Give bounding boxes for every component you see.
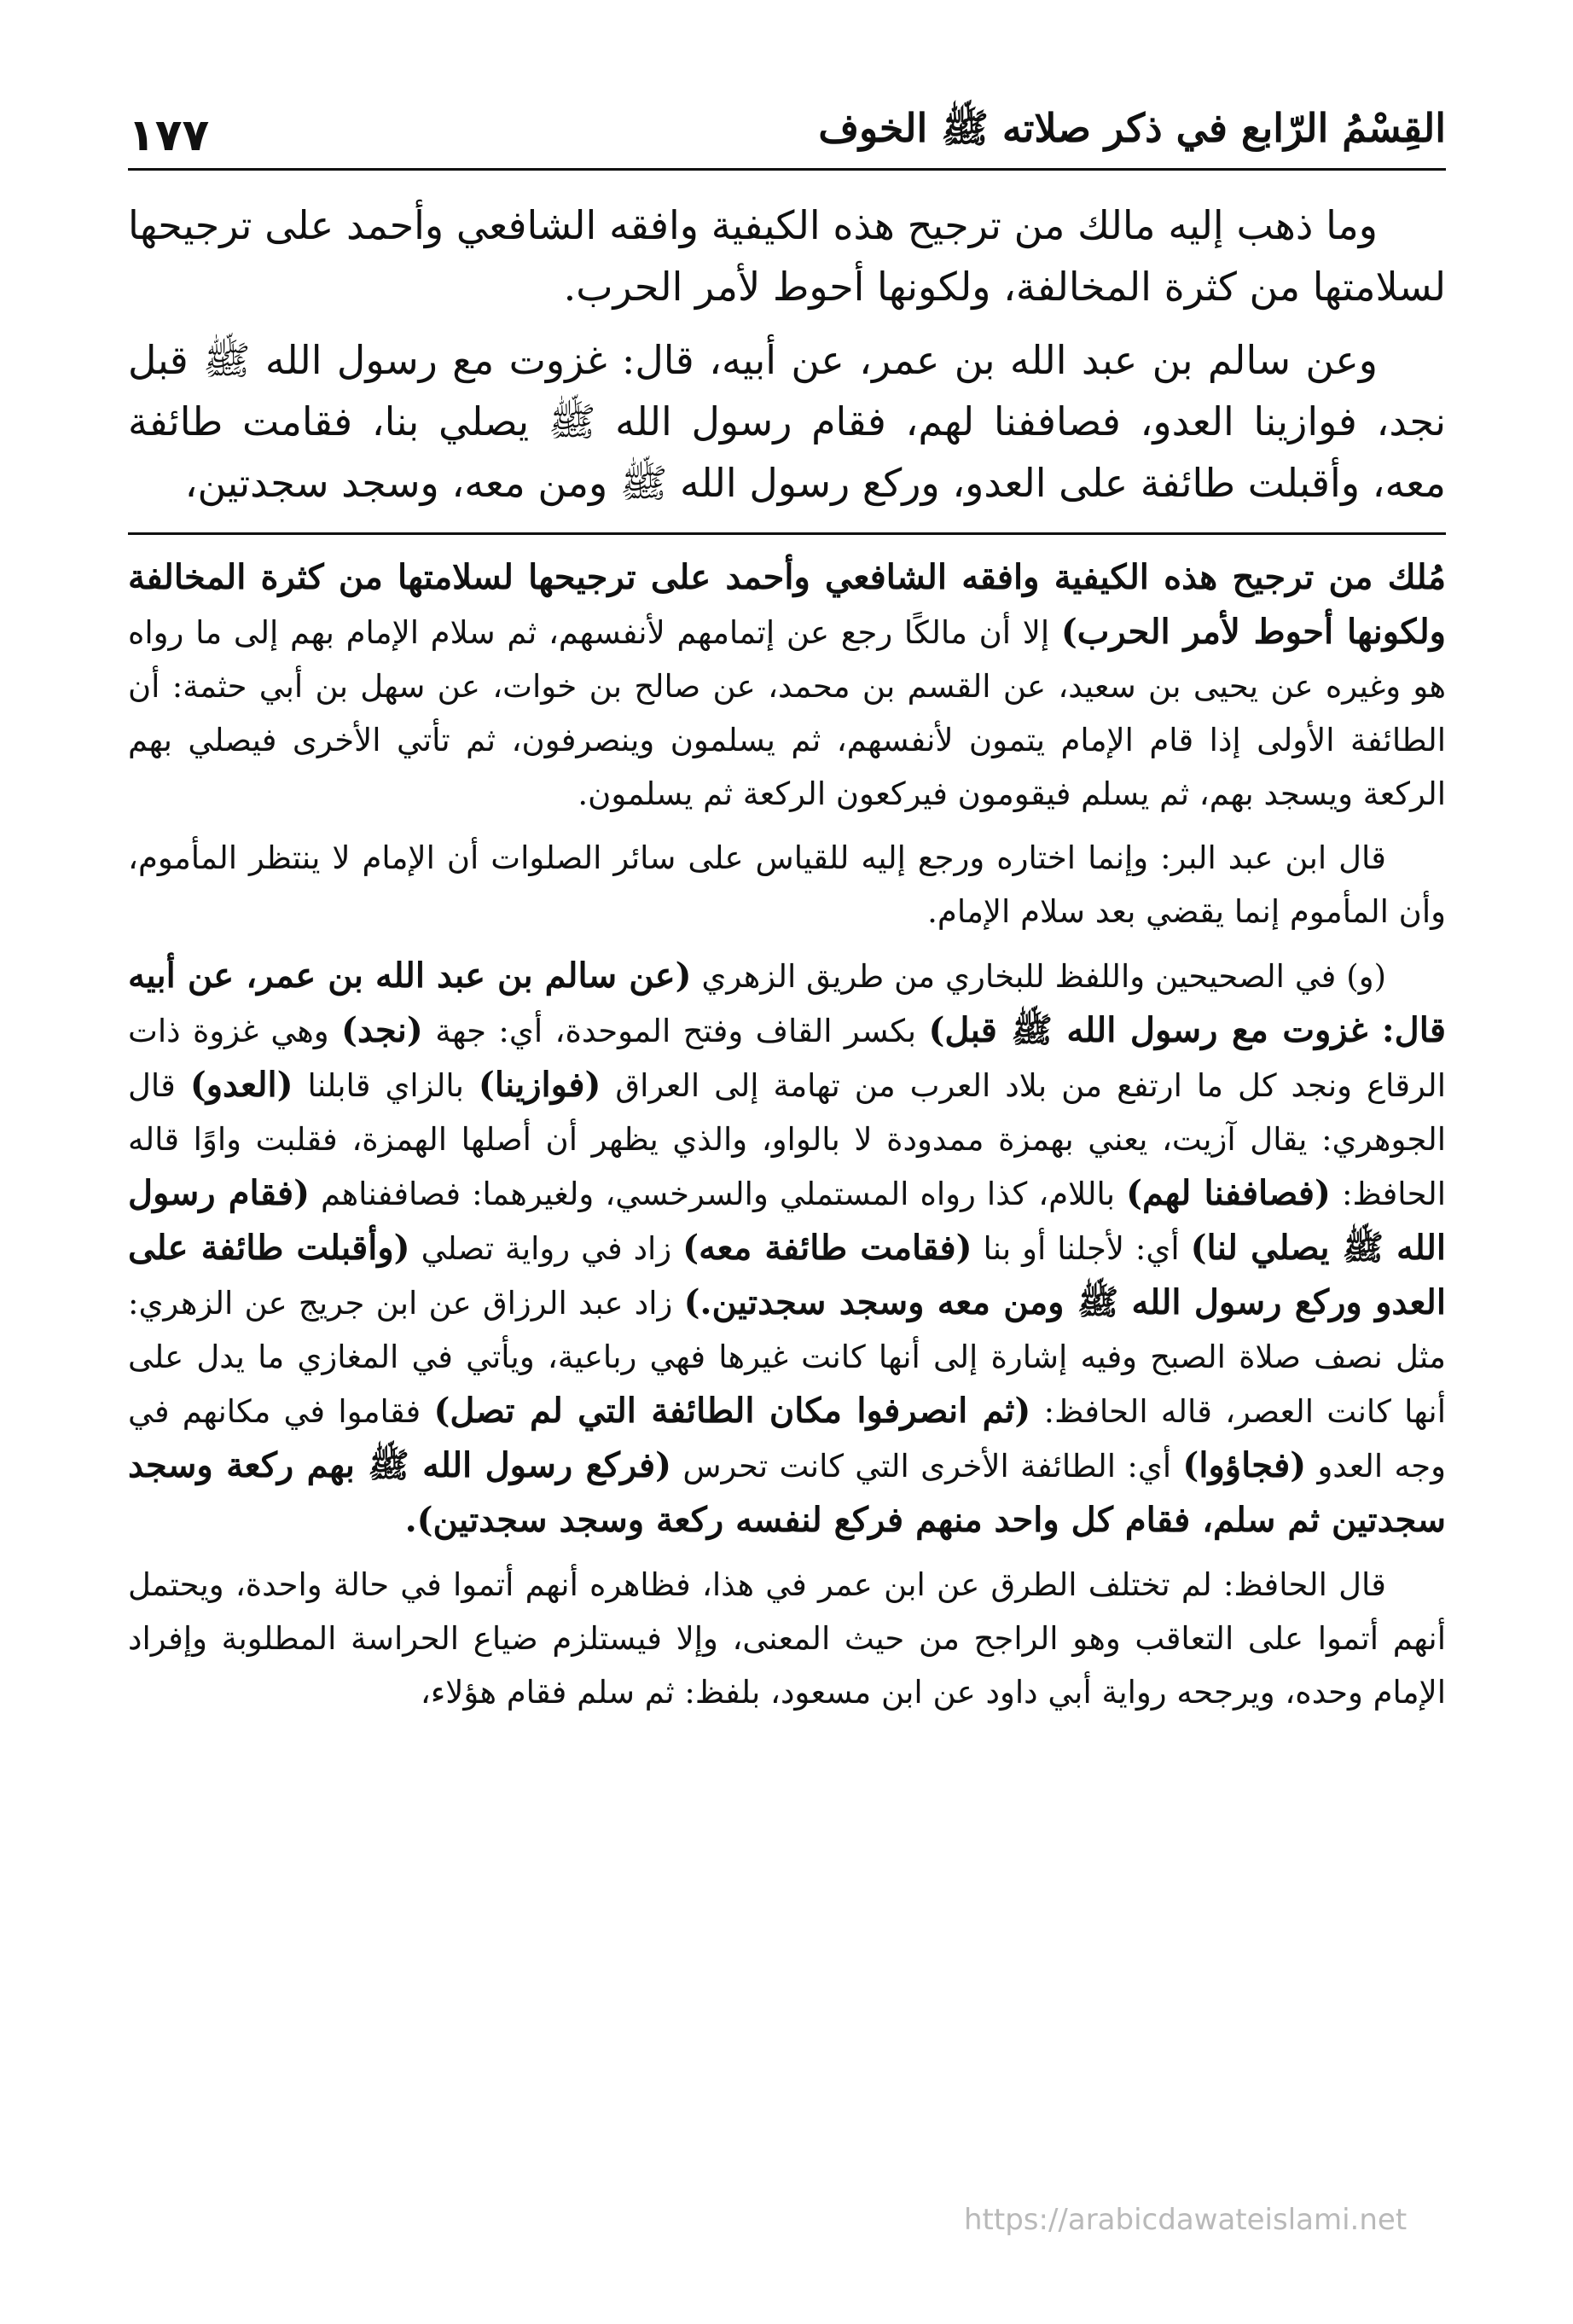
bold-quote: (عن سالم بن عبد الله بن عمر، عن أبيه قال: غزوت مع رسول الله ﷺ قبل) [128, 956, 1446, 1050]
commentary-span: زاد في رواية تصلي [409, 1230, 683, 1267]
bold-quote: (العدو) [189, 1065, 293, 1105]
page-number: ١٧٧ [128, 110, 210, 161]
bold-quote: (فقام رسول الله ﷺ يصلي لنا) [128, 1173, 1447, 1268]
commentary-span: زاد عبد الرزاق عن ابن جريج عن الزهري: مثل نصف صلاة الصبح وفيه إشارة إلى أنها كانت غيرها فهي رباعية، ويأتي في المغازي ما يدل على أنها كانت العصر، قاله الحافظ: [128, 1285, 1446, 1430]
bold-quote: (فوازينا) [478, 1065, 601, 1105]
bold-quote: (فجاؤوا) [1182, 1445, 1307, 1485]
commentary-paragraph [128, 550, 1446, 821]
commentary-span: بكسر القاف وفتح الموحدة، أي: جهة [422, 1013, 929, 1049]
bold-quote: (فصاففنا لهم) [1126, 1173, 1331, 1213]
bold-quote: (فقامت طائفة معه) [682, 1228, 972, 1268]
commentary-paragraph: قال ابن عبد البر: وإنما اختاره ورجع إليه للقياس على سائر الصلوات أن الإمام لا ينتظر المأموم، وأن المأموم إنما يقضي بعد سلام الإمام. [128, 840, 1446, 930]
commentary-span: بالزاي قابلنا [293, 1067, 479, 1104]
commentary-span: أي: الطائفة الأخرى التي كانت تحرس [671, 1448, 1183, 1484]
text-divider [128, 532, 1446, 535]
commentary-span: إلا أن مالكًا رجع عن إتمامهم لأنفسهم، ثم سلام الإمام بهم إلى ما رواه هو وغيره عن يحيى بن سعيد، عن القسم بن محمد، عن صالح بن خوات، عن سهل بن أبي حثمة: أن الطائفة الأولى إذا قام الإمام يتمون لأنفسهم، ثم يسلمون وينصرفون، ثم تأتي الأخرى فيصلي بهم الركعة ويسجد بهم، ثم يسلم فيقومون فيركعون الركعة ثم يسلمون. [128, 614, 1446, 812]
commentary-span: وهي غزوة ذات الرقاع ونجد كل ما ارتفع من بلاد العرب من تهامة إلى العراق [128, 1013, 1446, 1104]
running-title: القِسْمُ الرّابع في ذكر صلاته ﷺ الخوف [818, 105, 1446, 151]
bold-quote: مُلك من ترجيح هذه الكيفية وافقه الشافعي وأحمد على ترجيحها لسلامتها من كثرة المخالفة ولكونها أحوط لأمر الحرب) [128, 557, 1446, 652]
commentary-span: قال الجوهري: يقال آزيت، يعني بهمزة ممدودة لا بالواو، والذي يظهر أن أصلها الهمزة، فقلبت واوًا قاله الحافظ: [128, 1067, 1446, 1212]
bold-quote: (نجد) [341, 1010, 423, 1050]
main-text [128, 195, 1446, 514]
commentary-span: فقاموا في مكانهم في وجه العدو [128, 1393, 1447, 1484]
main-paragraph: وعن سالم بن عبد الله بن عمر، عن أبيه، قال: غزوت مع رسول الله ﷺ قبل نجد، فوازينا العدو، فصاففنا لهم، فقام رسول الله ﷺ يصلي بنا، فقامت طائفة معه، وأقبلت طائفة على العدو، وركع رسول الله ﷺ ومن معه، وسجد سجدتين، [128, 337, 1446, 506]
watermark-url: https://arabicdawateislami.net [964, 2203, 1408, 2237]
page-header [128, 85, 1446, 171]
commentary-paragraph: قال الحافظ: لم تختلف الطرق عن ابن عمر في هذا، فظاهره أنهم أتموا في حالة واحدة، ويحتمل أنهم أتموا على التعاقب وهو الراجح من حيث المعنى، وإلا فيستلزم ضياع الحراسة المطلوبة وإفراد الإمام وحده، ويرجحه رواية أبي داود عن ابن مسعود، بلفظ: ثم سلم فقام هؤلاء، [128, 1566, 1446, 1711]
commentary-span: أي: لأجلنا أو بنا [972, 1230, 1191, 1267]
commentary-span: باللام، كذا رواه المستملي والسرخسي، ولغيرهما: فصاففناهم [310, 1176, 1127, 1212]
commentary-text [128, 550, 1446, 1719]
commentary-paragraph [128, 949, 1446, 1548]
commentary-span: (و) في الصحيحين واللفظ للبخاري من طريق الزهري [691, 958, 1386, 995]
book-page [128, 85, 1446, 2269]
bold-quote: (ثم انصرفوا مكان الطائفة التي لم تصل) [433, 1391, 1031, 1431]
bold-quote: (فركع رسول الله ﷺ بهم ركعة وسجد سجدتين ثم سلم، فقام كل واحد منهم فركع لنفسه ركعة وسجد سجدتين). [128, 1445, 1446, 1540]
main-paragraph: وما ذهب إليه مالك من ترجيح هذه الكيفية وافقه الشافعي وأحمد على ترجيحها لسلامتها من كثرة المخالفة، ولكونها أحوط لأمر الحرب. [128, 202, 1446, 310]
bold-quote: (وأقبلت طائفة على العدو وركع رسول الله ﷺ ومن معه وسجد سجدتين.) [128, 1228, 1446, 1322]
